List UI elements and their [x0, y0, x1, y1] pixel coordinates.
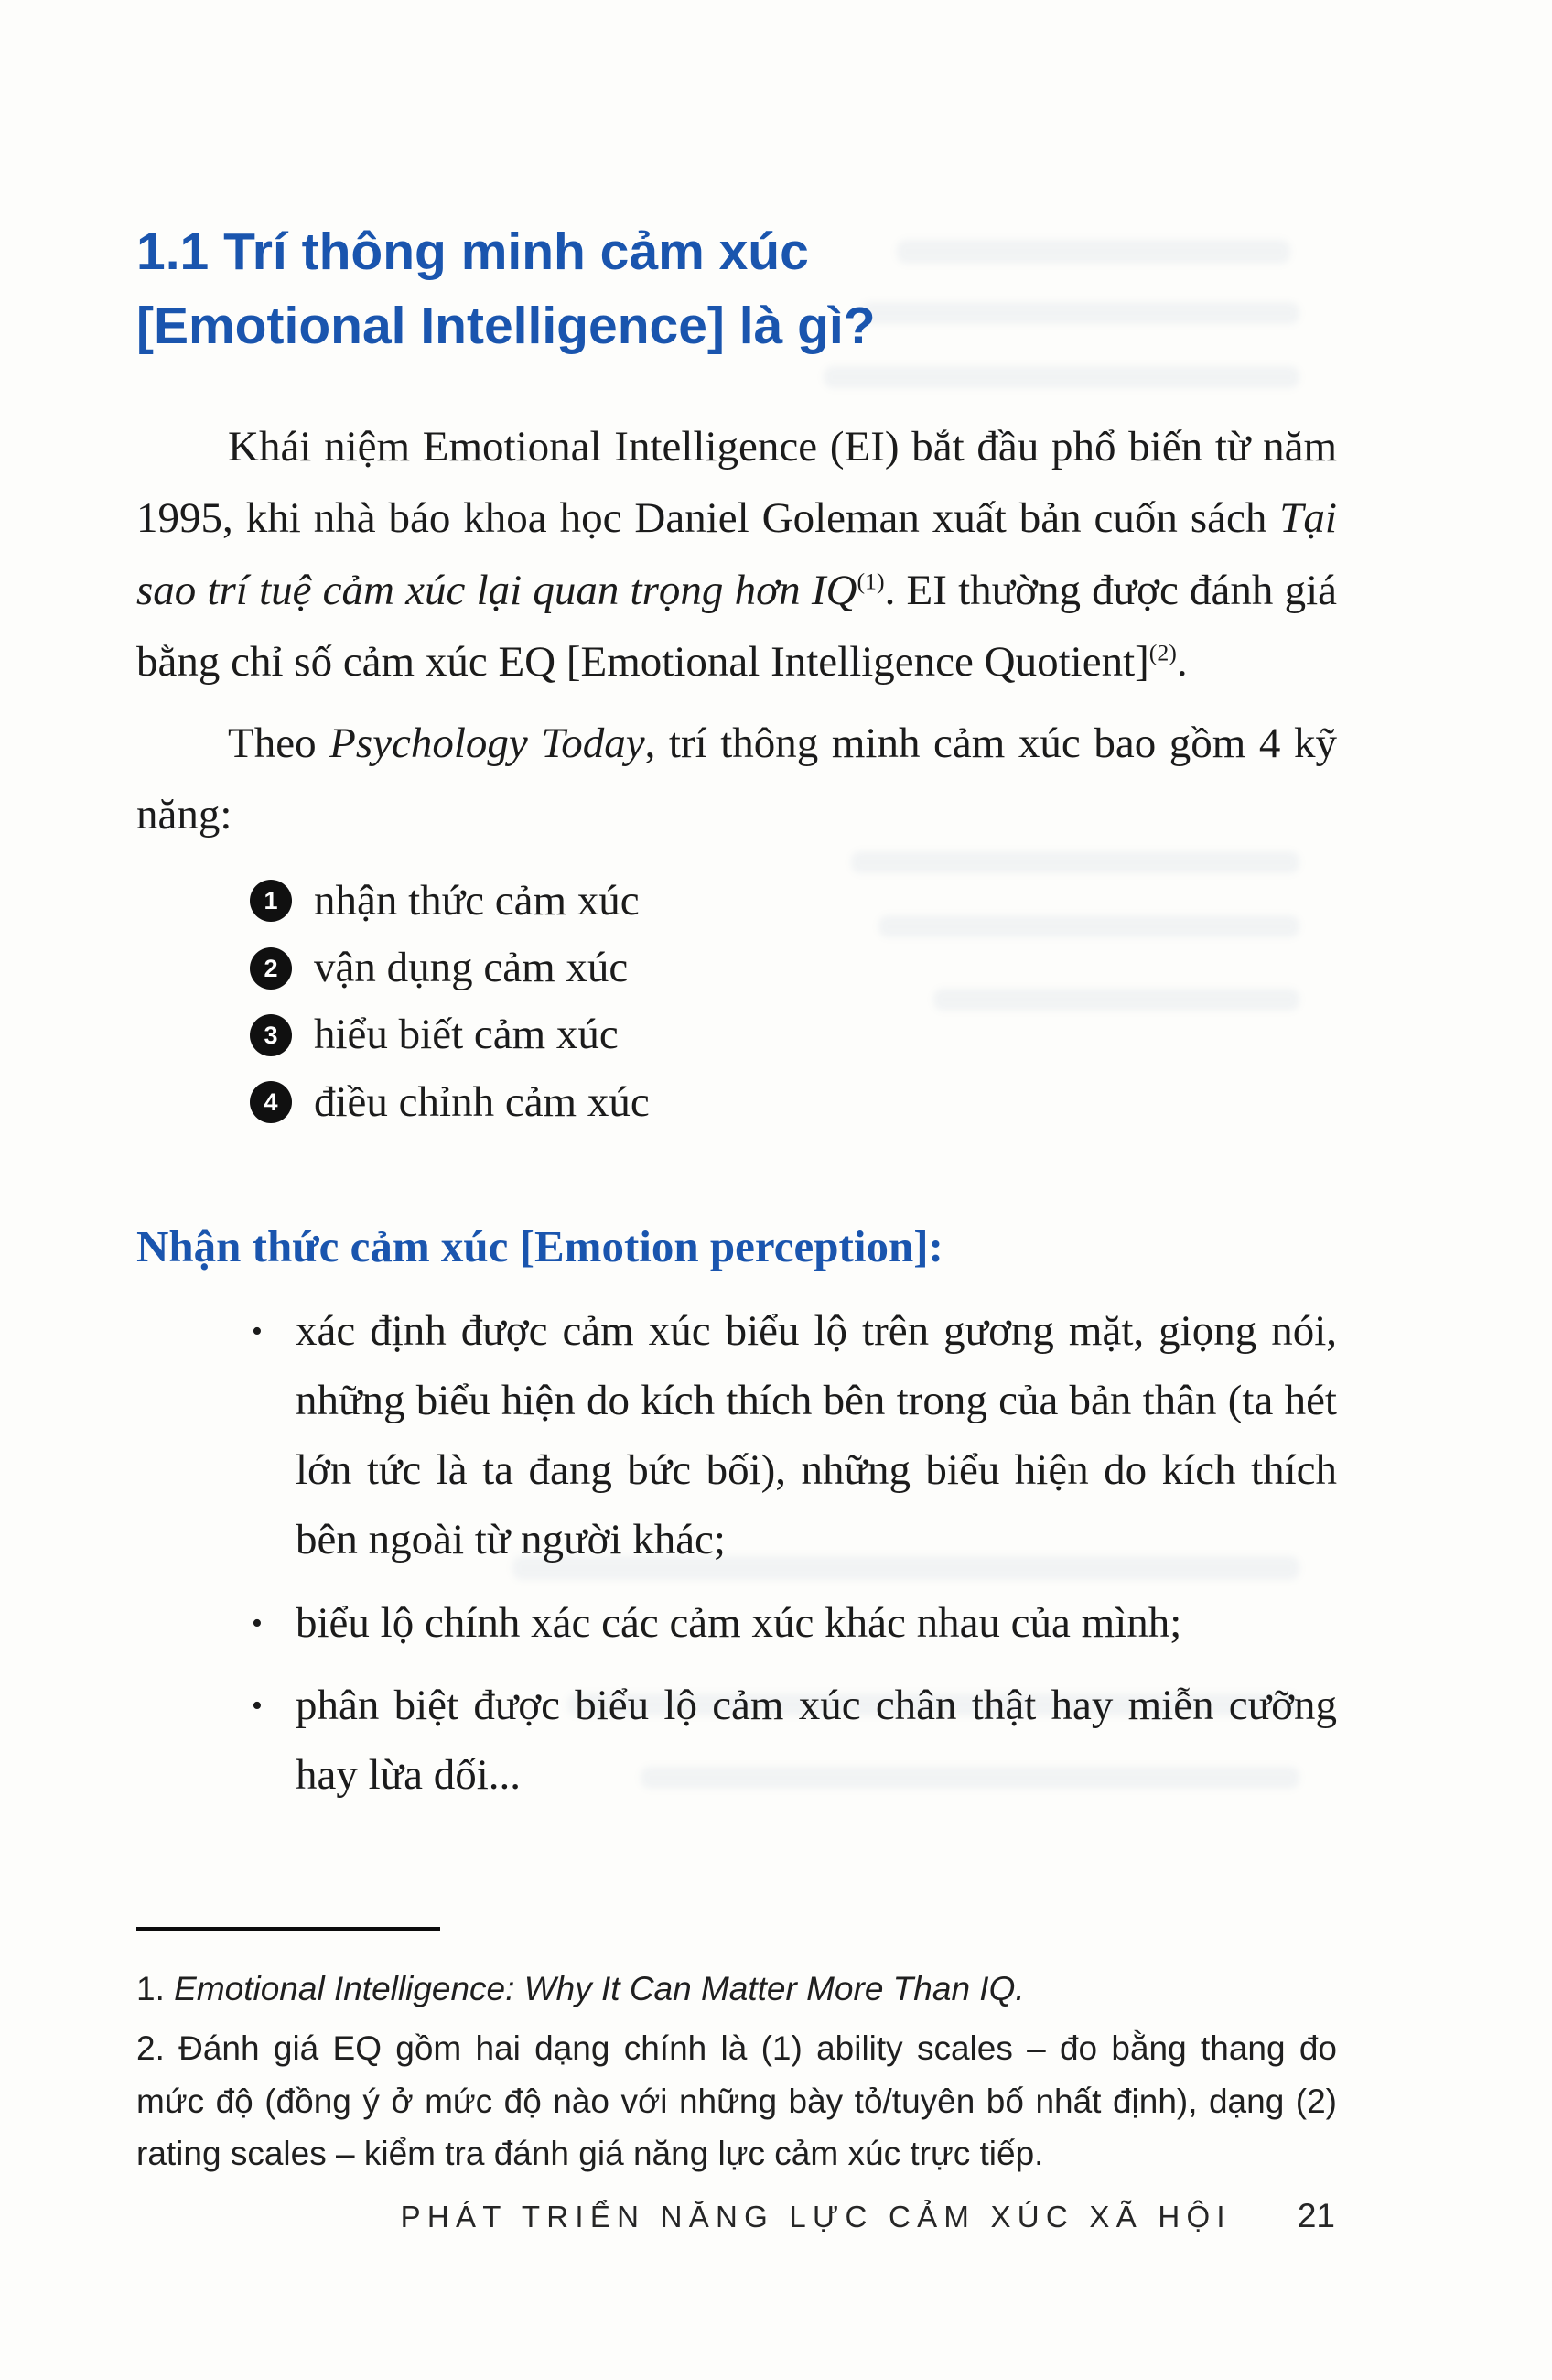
skill-label: điều chỉnh cảm xúc — [314, 1077, 650, 1126]
list-item — [136, 1296, 1337, 1575]
footnote-ref-2: (2) — [1148, 639, 1177, 666]
page-content — [136, 215, 1337, 2187]
bullet-text: xác định được cảm xúc biểu lộ trên gương mặt, giọng nói, những biểu hiện do kích thích bên trong của bản thân (ta hét lớn tức là ta đang bức bối), những biểu hiện do kích thích bên ngoài từ người khác; — [296, 1307, 1337, 1564]
paragraph-text: Theo — [228, 719, 330, 767]
intro-paragraph-2 — [136, 708, 1337, 851]
bullet-icon: • — [252, 1688, 263, 1723]
bullet-icon: • — [252, 1314, 263, 1349]
list-item — [250, 935, 1337, 1001]
paragraph-text: Khái niệm Emotional Intelligence (EI) bắt đầu phổ biến từ năm 1995, khi nhà báo khoa học Daniel Goleman xuất bản cuốn sách — [136, 422, 1337, 543]
list-item — [136, 1588, 1337, 1658]
footnote-book-title: Emotional Intelligence: Why It Can Matter More Than IQ. — [174, 1969, 1025, 2007]
skill-label: vận dụng cảm xúc — [314, 944, 629, 992]
bullet-icon: • — [252, 1606, 263, 1640]
intro-paragraph-1 — [136, 411, 1337, 698]
section-title: Nhận thức cảm xúc [Emotion perception]: — [136, 1221, 943, 1272]
circled-number-icon: 2 — [250, 947, 292, 990]
page-footer — [136, 2197, 1335, 2235]
paragraph-text: . EI thường được đánh giá bằng chỉ số cảm xúc EQ [Emotional Intelligence Quotient] — [136, 566, 1337, 687]
footnote-ref-1: (1) — [857, 568, 885, 595]
chapter-heading — [136, 215, 1337, 363]
footnote-2: 2. Đánh giá EQ gồm hai dạng chính là (1) ability scales – đo bằng thang đo mức độ (đồng ý ở mức độ nào với những bày tỏ/tuyên bố nhất định), dạng (2) rating scales – kiểm tra đánh giá năng lực cảm xúc trực tiếp. — [136, 2029, 1337, 2172]
skills-list — [250, 868, 1337, 1136]
skill-label: nhận thức cảm xúc — [314, 876, 640, 925]
circled-number-icon: 3 — [250, 1014, 292, 1056]
list-item — [250, 1069, 1337, 1136]
chapter-heading-line1: 1.1 Trí thông minh cảm xúc — [136, 222, 809, 281]
running-footer-title: PHÁT TRIỂN NĂNG LỰC CẢM XÚC XÃ HỘI — [400, 2200, 1232, 2234]
paragraph-text: , trí thông minh cảm xúc bao gồm 4 kỹ năng: — [136, 719, 1337, 839]
footnote-separator — [136, 1927, 440, 1931]
footnotes-section — [136, 1927, 1337, 2180]
bullet-text: biểu lộ chính xác các cảm xúc khác nhau của mình; — [296, 1598, 1182, 1647]
footnote-1 — [136, 1963, 1337, 2015]
circled-number-icon: 1 — [250, 880, 292, 922]
list-item — [136, 1671, 1337, 1810]
book-title-italic: Tại sao trí tuệ cảm xúc lại quan trọng hơn IQ — [136, 494, 1337, 614]
footnote-number: 1. — [136, 1969, 175, 2007]
chapter-heading-line2: [Emotional Intelligence] là gì? — [136, 296, 876, 355]
page-number: 21 — [1297, 2197, 1335, 2234]
list-item — [250, 1001, 1337, 1068]
magazine-title-italic: Psychology Today — [329, 719, 645, 767]
skill-label: hiểu biết cảm xúc — [314, 1011, 619, 1059]
bullet-text: phân biệt được biểu lộ cảm xúc chân thật hay miễn cưỡng hay lừa dối... — [296, 1681, 1337, 1799]
paragraph-text: . — [1176, 638, 1188, 687]
bullet-list — [136, 1296, 1337, 1810]
list-item — [250, 868, 1337, 935]
circled-number-icon: 4 — [250, 1081, 292, 1123]
